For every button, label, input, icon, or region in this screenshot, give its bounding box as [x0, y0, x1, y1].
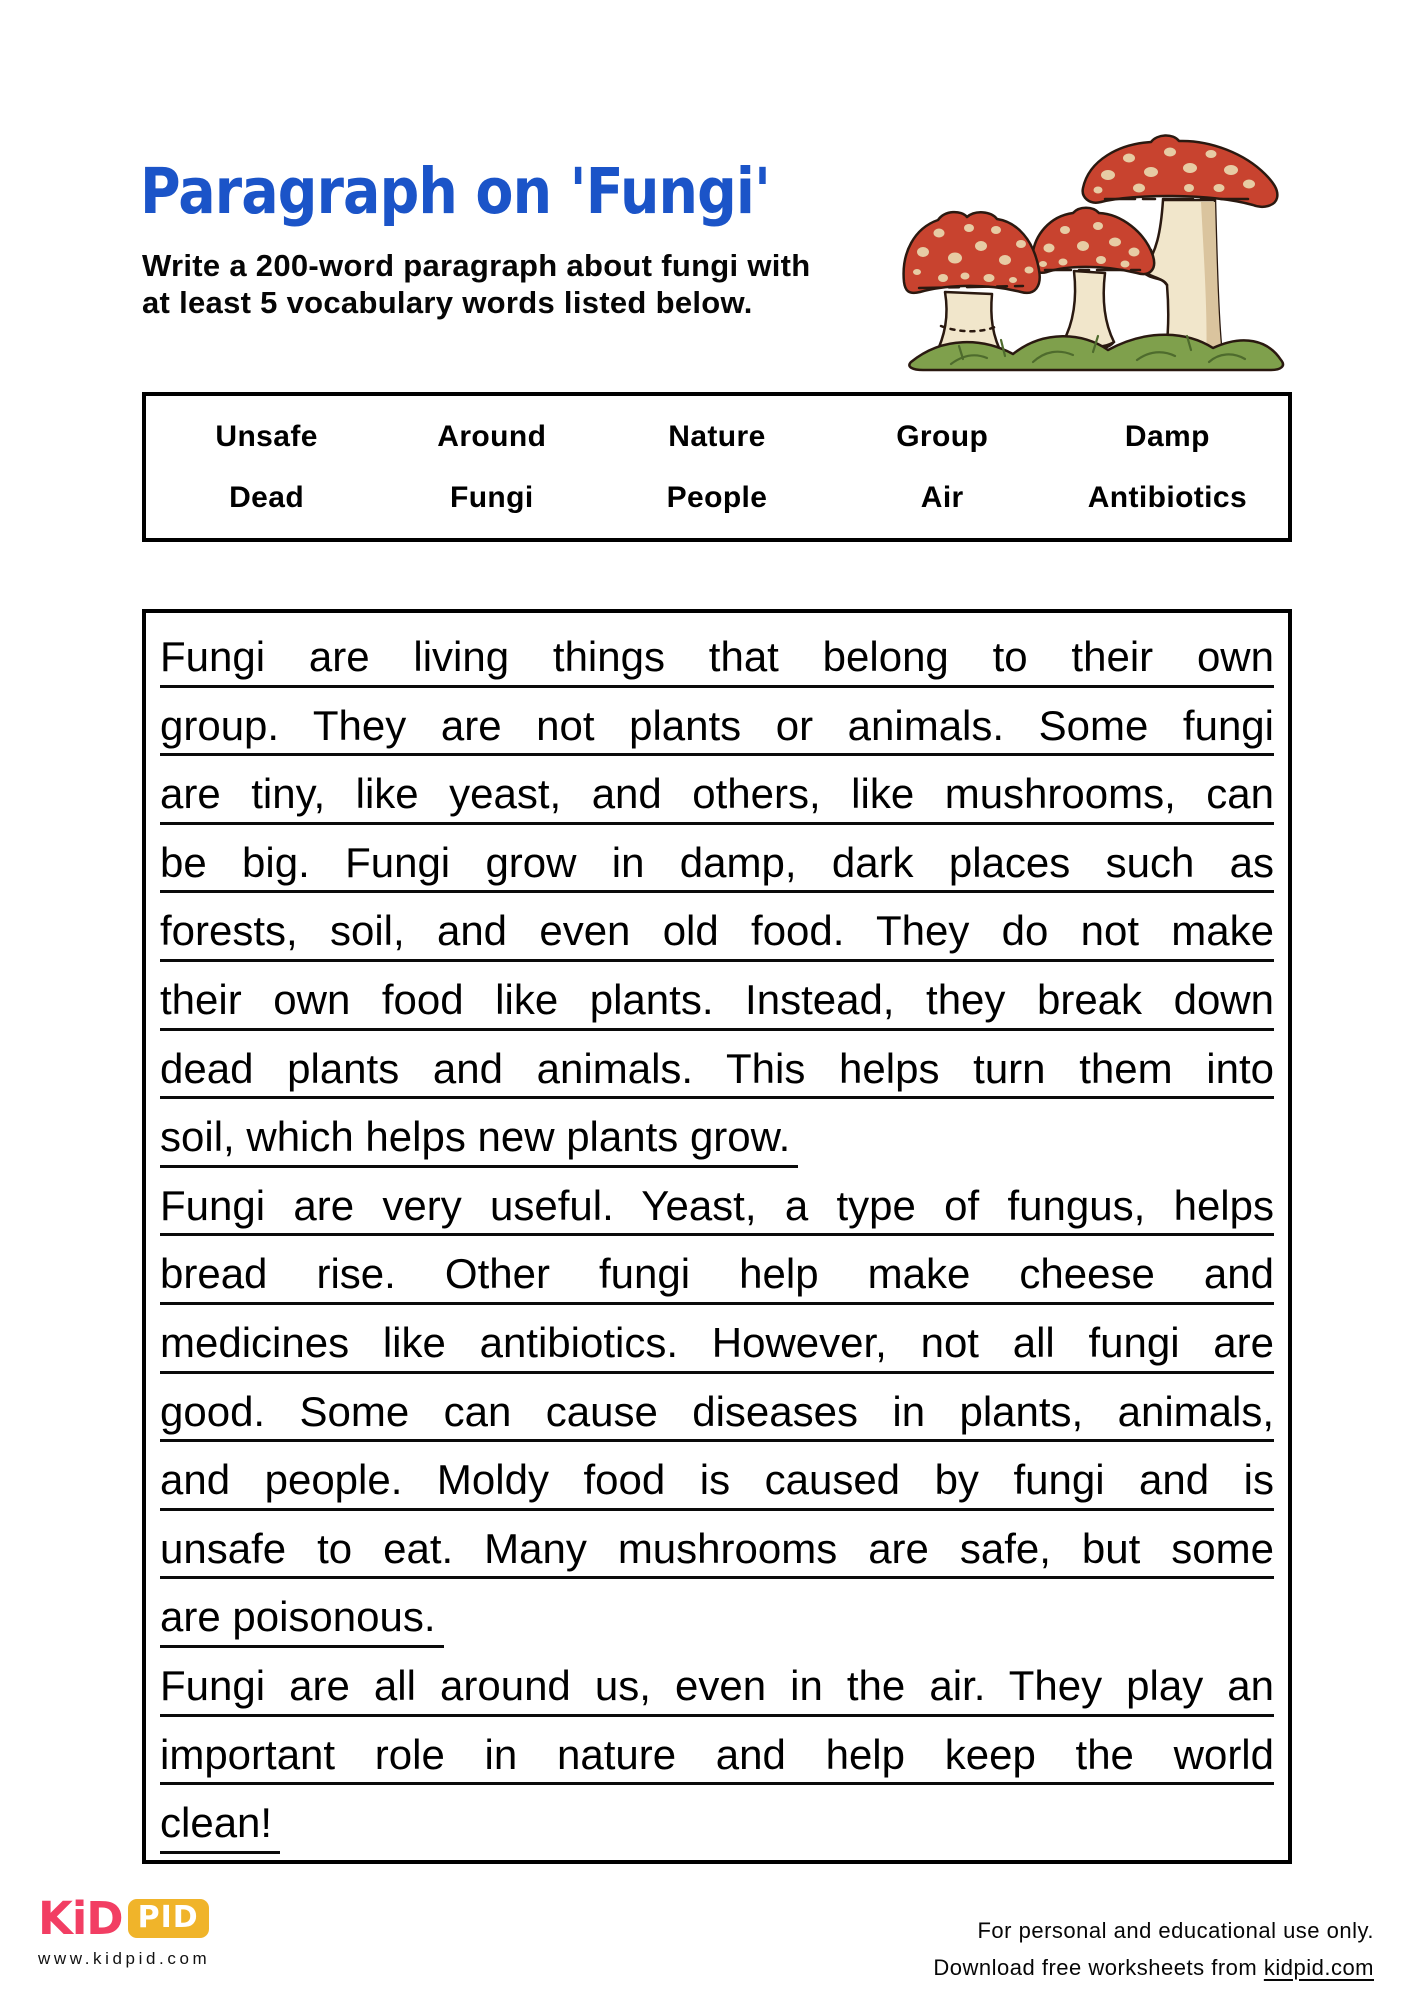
vocab-word: Unsafe [215, 419, 318, 453]
vocab-word: Damp [1124, 419, 1210, 453]
paragraph-line: clean! [160, 1785, 280, 1854]
vocab-word: People [666, 480, 768, 514]
paragraph-line: are tiny, like yeast, and others, like mushrooms, can [160, 756, 1274, 825]
vocab-word: Group [896, 419, 989, 453]
logo-pid-text: PID [137, 1900, 199, 1935]
page-title [140, 155, 771, 228]
vocab-word: Around [437, 419, 547, 453]
usage-note [933, 1912, 1374, 1986]
paragraph-line: group. They are not plants or animals. Some fungi [160, 688, 1274, 757]
paragraph-line: dead plants and animals. This helps turn them into [160, 1031, 1274, 1100]
paragraph-line: soil, which helps new plants grow. [160, 1099, 798, 1168]
paragraph-line: Fungi are living things that belong to their own [160, 619, 1274, 688]
paragraph-line: their own food like plants. Instead, they break down [160, 962, 1274, 1031]
paragraph-line: Fungi are all around us, even in the air. They play an [160, 1648, 1274, 1717]
kidpid-link[interactable]: kidpid.com [1263, 1955, 1374, 1980]
usage-note-line-2: Download free worksheets from kidpid.com [933, 1955, 1374, 1980]
vocab-word: Dead [229, 480, 305, 514]
logo-website: www.kidpid.com [38, 1949, 211, 1968]
paragraph-line: forests, soil, and even old food. They do not make [160, 893, 1274, 962]
paragraph-line: important role in nature and help keep the world [160, 1717, 1274, 1786]
logo-pid-badge [128, 1899, 209, 1938]
paragraph-line: good. Some can cause diseases in plants, animals, [160, 1374, 1274, 1443]
instructions [142, 247, 811, 321]
paragraph-line: Fungi are very useful. Yeast, a type of fungus, helps [160, 1168, 1274, 1237]
vocab-word: Fungi [449, 480, 534, 514]
usage-note-line-1: For personal and educational use only. [977, 1918, 1374, 1943]
kidpid-logo [38, 1892, 211, 1969]
logo-kid-text: KiD [38, 1892, 123, 1945]
vocab-word: Nature [668, 419, 766, 453]
mushrooms-illustration [893, 130, 1293, 375]
paragraph-line: be big. Fungi grow in damp, dark places such as [160, 825, 1274, 894]
paragraph-line: medicines like antibiotics. However, not all fungi are [160, 1305, 1274, 1374]
vocab-word: Air [920, 480, 964, 514]
paragraph-box [142, 609, 1292, 1864]
vocabulary-box [142, 392, 1292, 542]
instructions-line-2: at least 5 vocabulary words listed below. [142, 285, 753, 320]
vocab-word: Antibiotics [1087, 480, 1248, 514]
instructions-line-1: Write a 200-word paragraph about fungi with [142, 248, 811, 283]
paragraph-line: and people. Moldy food is caused by fungi and is [160, 1442, 1274, 1511]
page-title-text: Paragraph on 'Fungi' [140, 155, 771, 228]
paragraph-line: are poisonous. [160, 1579, 444, 1648]
paragraph-line: bread rise. Other fungi help make cheese and [160, 1236, 1274, 1305]
paragraph-line: unsafe to eat. Many mushrooms are safe, but some [160, 1511, 1274, 1580]
